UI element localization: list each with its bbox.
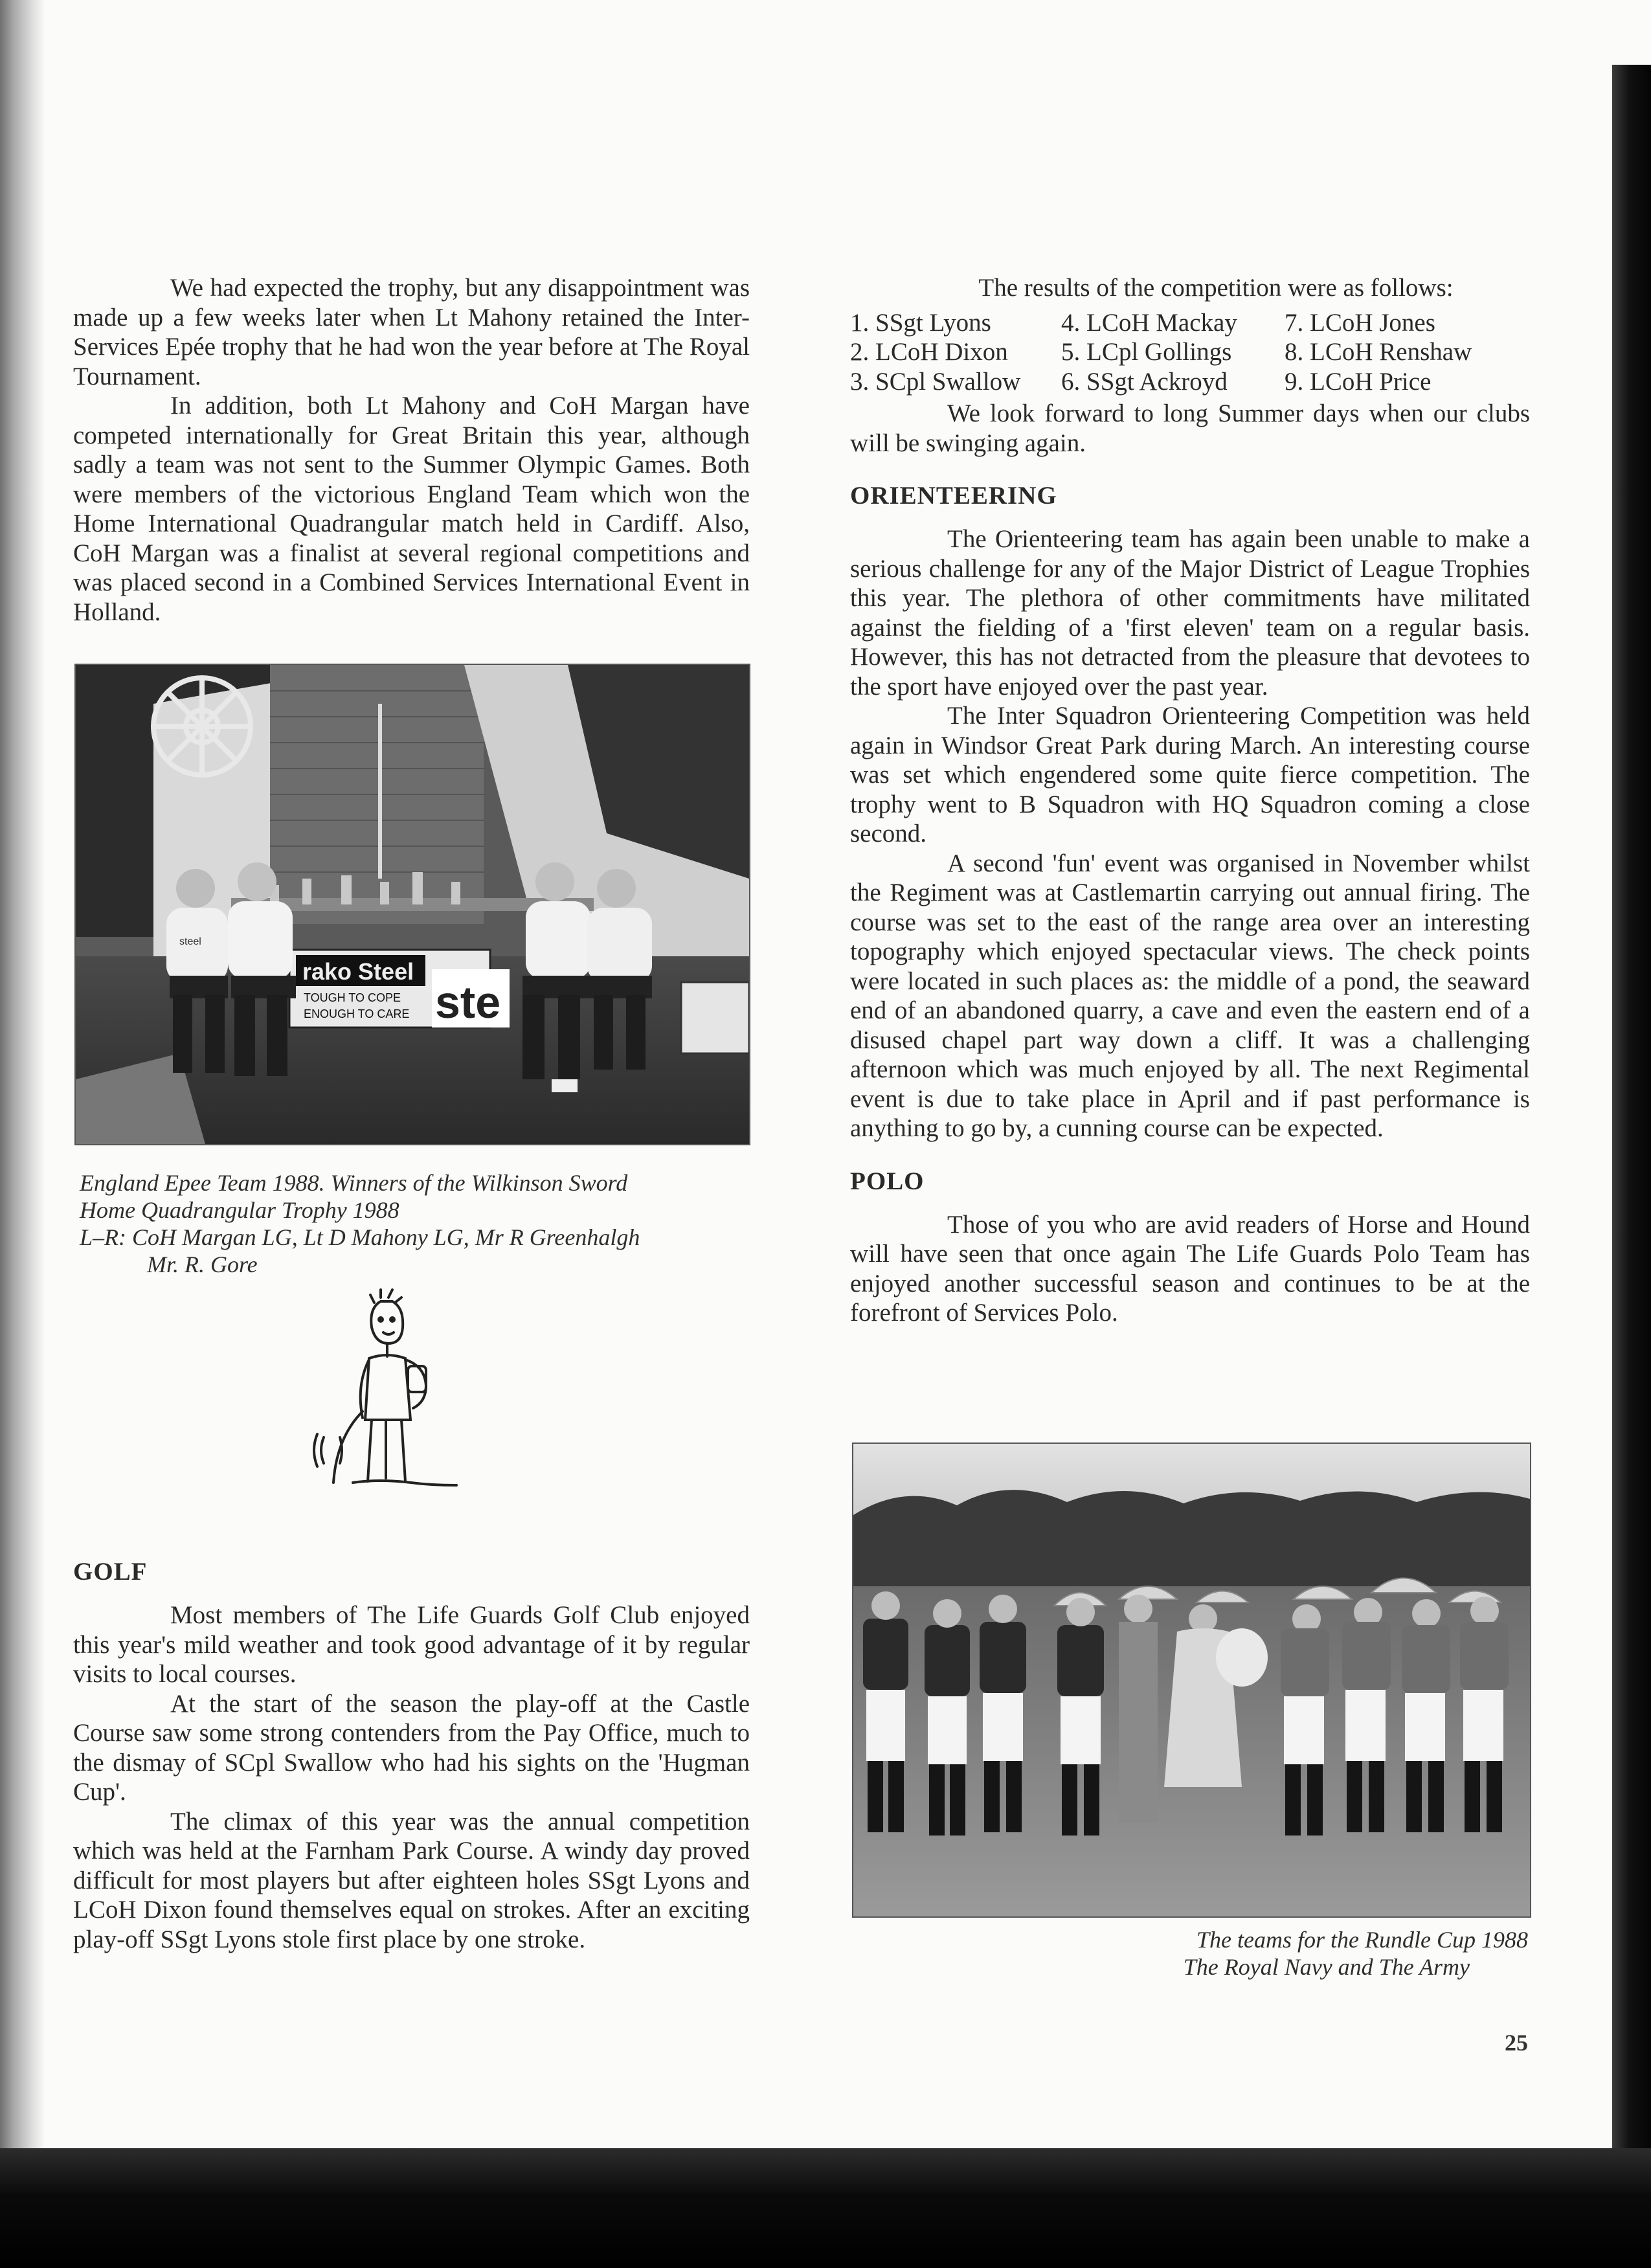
banner-sponsor-text: rako Steel: [302, 958, 414, 985]
scan-gutter-left: [0, 0, 45, 2268]
caption-line: Mr. R. Gore: [147, 1252, 258, 1277]
results-intro: The results of the competition were as follows:: [978, 274, 1454, 302]
result-item: 8. LCoH Renshaw: [1285, 338, 1472, 366]
paragraph: Those of you who are avid readers of Horse and Hound will have seen that once again The Life Guards Polo Team has enjoyed another successful season and continues to be at the forefront of Services Polo.: [850, 1210, 1530, 1327]
paragraph: A second 'fun' event was organised in November whilst the Regiment was at Castlemartin carrying out annual firing. The course was set to the east of the range area over an interesting topography which enjoyed spectacular views. The check points were located in such places as: the middle of a pond, the seaward end of an abandoned quarry, a cave and even the eastern end of a disused chapel part way down a cliff. It was a challenging afternoon which was much enjoyed by all. The next Regimental event is due to take place in April and if past performance is anything to go by, a cunning course can be expected.: [850, 849, 1530, 1142]
paragraph: At the start of the season the play-off at the Castle Course saw some strong contenders from the Pay Office, much to the dismay of SCpl Swallow who had his sights on the 'Hugman Cup'.: [73, 1689, 750, 1806]
paragraph: The Inter Squadron Orienteering Competition was held again in Windsor Great Park during March. An interesting course was set which engendered some quite fierce competition. The trophy went to B Squadron with HQ Squadron coming a close second.: [850, 702, 1530, 848]
caption-line: England Epee Team 1988. Winners of the Wilkinson Sword: [80, 1170, 628, 1196]
paragraph: The Orienteering team has again been unable to make a serious challenge for any of the Major District of League Trophies this year. The plethora of other commitments have militated against the fielding of a 'first eleven' team on a regular basis. However, this has not detracted from the pleasure that devotees to the sport have enjoyed over the past year.: [850, 525, 1530, 701]
golfer-cartoon: [304, 1288, 466, 1502]
result-item: 1. SSgt Lyons: [850, 308, 991, 337]
result-item: 3. SCpl Swallow: [850, 367, 1021, 396]
paragraph: We look forward to long Summer days when our clubs will be swinging again.: [850, 399, 1530, 457]
left-column-intro: [73, 273, 750, 627]
scan-gutter-right: [1612, 65, 1651, 2150]
paragraph: In addition, both Lt Mahony and CoH Margan have competed internationally for Great Britain this year, although sadly a team was not sent to the Summer Olympic Games. Both were members of the victorious England Team which won the Home International Quadrangular match held in Cardiff. Also, CoH Margan was a finalist at several regional competitions and was placed second in a Combined Services International Event in Holland.: [73, 392, 750, 626]
caption-line: Home Quadrangular Trophy 1988: [80, 1197, 399, 1223]
right-column: [850, 273, 1530, 1328]
caption-line: L–R: CoH Margan LG, Lt D Mahony LG, Mr R Greenhalgh: [80, 1224, 640, 1250]
result-item: 2. LCoH Dixon: [850, 338, 1008, 366]
paragraph: The climax of this year was the annual competition which was held at the Farnham Park Course. A windy day proved difficult for most players but after eighteen holes SSgt Lyons and LCoH Dixon found themselves equal on strokes. After an exciting play-off SSgt Lyons stole first place by one stroke.: [73, 1807, 750, 1953]
banner-slogan-1: TOUGH TO COPE: [304, 991, 401, 1004]
result-item: 4. LCoH Mackay: [1061, 308, 1237, 337]
result-item: 7. LCoH Jones: [1285, 308, 1435, 337]
paragraph: We had expected the trophy, but any disappointment was made up a few weeks later when Lt Mahony retained the Inter-Services Epée trophy that he had won the year before at The Royal Tournament.: [73, 274, 750, 390]
caption-line: The Royal Navy and The Army: [1183, 1954, 1470, 1980]
caption-line: The teams for the Rundle Cup 1988: [1196, 1927, 1528, 1953]
section-heading-golf: GOLF: [73, 1558, 148, 1586]
section-heading-polo: POLO: [850, 1167, 925, 1195]
epee-photo-caption: [80, 1169, 753, 1278]
golf-section: [73, 1557, 750, 1954]
result-item: 9. LCoH Price: [1285, 367, 1432, 396]
polo-photo-caption: [852, 1926, 1528, 1981]
paragraph: Most members of The Life Guards Golf Club enjoyed this year's mild weather and took good advantage of it by regular visits to local courses.: [73, 1601, 750, 1688]
banner-slogan-2: ENOUGH TO CARE: [304, 1007, 410, 1020]
section-heading-orienteering: ORIENTEERING: [850, 482, 1057, 510]
result-item: 5. LCpl Gollings: [1061, 338, 1232, 366]
polo-teams-photo: [852, 1443, 1531, 1918]
banner-logo: ste: [435, 977, 501, 1027]
scan-bottom-shadow: [0, 2148, 1651, 2268]
shirt-logo: steel: [179, 936, 201, 947]
result-item: 6. SSgt Ackroyd: [1061, 367, 1228, 396]
epee-team-photo: [74, 664, 750, 1145]
page-number: 25: [1505, 2030, 1528, 2056]
results-list: [850, 308, 1530, 397]
